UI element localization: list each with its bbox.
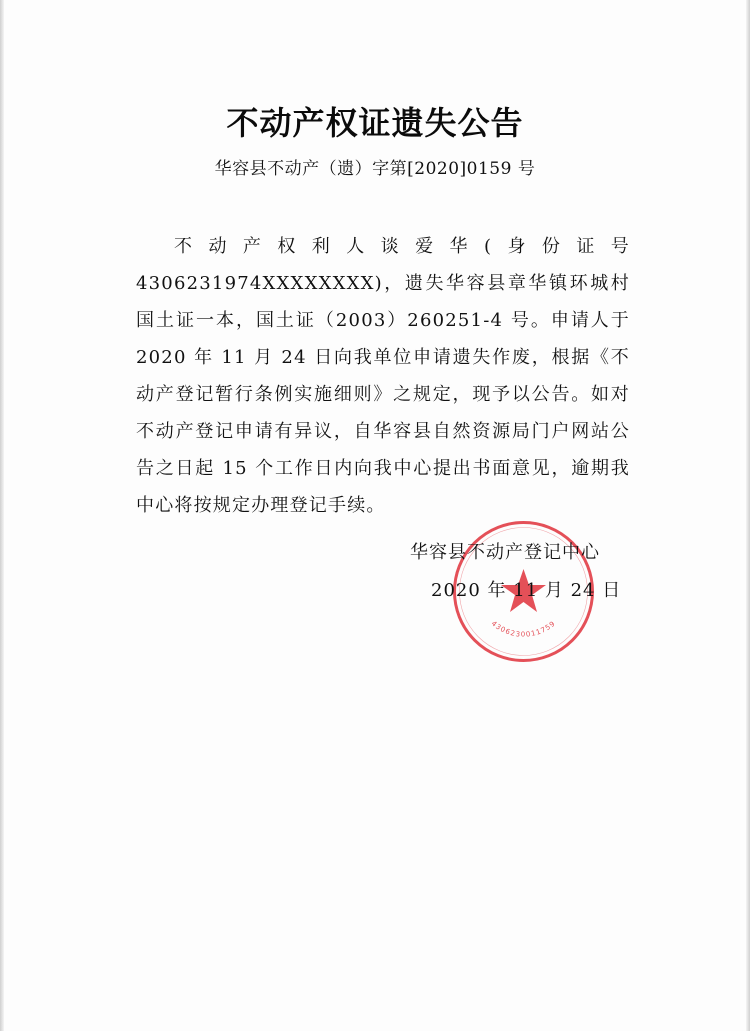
seal-serial: 4306230011759 bbox=[489, 619, 558, 639]
document-title: 不动产权证遗失公告 bbox=[226, 104, 524, 142]
document-number: 华容县不动产（遗）字第[2020]0159 号 bbox=[214, 159, 536, 179]
signature-date: 2020 年 11 月 24 日 bbox=[431, 580, 622, 601]
signature-organization: 华容县不动产登记中心 bbox=[410, 542, 600, 563]
notice-body: 不动产权利人谈爱华(身份证号 4306231974XXXXXXXX)，遗失华容县章华镇环城村国土证一本，国土证（2003）260251-4 号。申请人于 2020 年 11 月 24 日向我单位申请遗失作废，根据《不动产登记暂行条例实施细则》之规定，现予以公告。如对不动产登记申请有异议，自华容县自然资源局门户网站公告之日起 15 个工作日内向我中心提出书面意见，逾期我中心将按规定办理登记手续。 bbox=[136, 236, 630, 516]
